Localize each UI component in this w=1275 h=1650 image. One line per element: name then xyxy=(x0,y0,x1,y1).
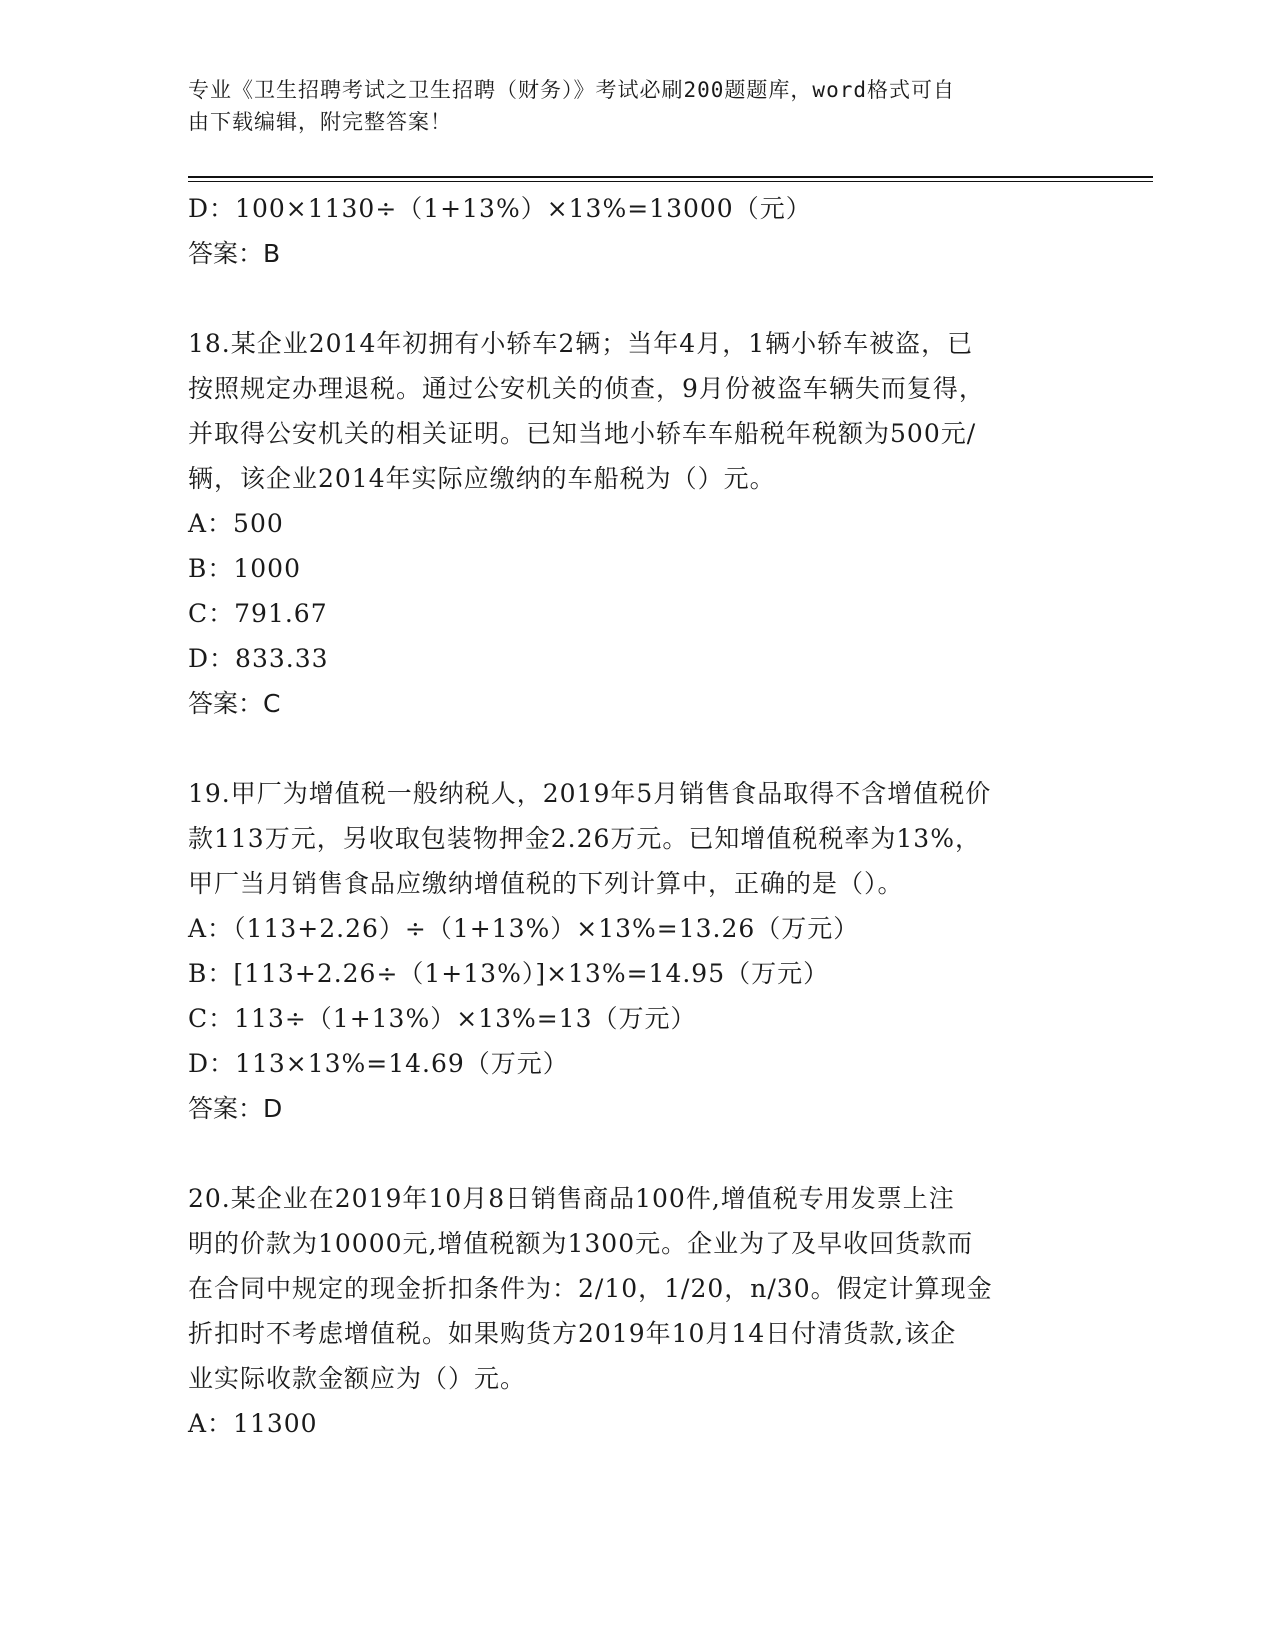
spacer xyxy=(188,1131,1088,1176)
spacer xyxy=(188,276,1088,321)
option-a: A：500 xyxy=(188,509,284,538)
question-18 xyxy=(188,321,1088,726)
answer-line: 答案：B xyxy=(188,239,281,268)
header-rule-thick xyxy=(188,176,1153,178)
question-stem-line: 业实际收款金额应为（）元。 xyxy=(188,1364,527,1393)
page-header xyxy=(188,74,1068,138)
header-line: 专业《卫生招聘考试之卫生招聘（财务）》考试必刷200题题库，word格式可自 xyxy=(188,78,955,102)
question-stem-line: 折扣时不考虑增值税。如果购货方2019年10月14日付清货款,该企 xyxy=(188,1319,957,1348)
question-17-tail xyxy=(188,186,1088,276)
document-body xyxy=(188,186,1088,1446)
spacer xyxy=(188,726,1088,771)
question-stem-line: 款113万元，另收取包装物押金2.26万元。已知增值税税率为13%， xyxy=(188,824,981,853)
option-b: B：[113+2.26÷（1+13%）]×13%=14.95（万元） xyxy=(188,959,830,988)
question-stem-line: 并取得公安机关的相关证明。已知当地小轿车车船税年税额为500元/ xyxy=(188,419,977,448)
header-rule-thin xyxy=(188,181,1153,182)
option-c: C：113÷（1+13%）×13%=13（万元） xyxy=(188,1004,697,1033)
question-stem-line: 甲厂当月销售食品应缴纳增值税的下列计算中，正确的是（）。 xyxy=(188,869,904,898)
option-d: D：113×13%=14.69（万元） xyxy=(188,1049,569,1078)
question-stem-line: 18.某企业2014年初拥有小轿车2辆；当年4月，1辆小轿车被盗，已 xyxy=(188,329,974,358)
question-stem-line: 按照规定办理退税。通过公安机关的侦查，9月份被盗车辆失而复得， xyxy=(188,374,985,403)
question-stem-line: 20.某企业在2019年10月8日销售商品100件,增值税专用发票上注 xyxy=(188,1184,955,1213)
question-stem-line: 辆，该企业2014年实际应缴纳的车船税为（）元。 xyxy=(188,464,776,493)
question-stem-line: 明的价款为10000元,增值税额为1300元。企业为了及早收回货款而 xyxy=(188,1229,974,1258)
option-a: A：（113+2.26）÷（1+13%）×13%=13.26（万元） xyxy=(188,914,860,943)
question-20 xyxy=(188,1176,1088,1446)
header-line: 由下载编辑，附完整答案！ xyxy=(188,110,452,134)
option-c: C：791.67 xyxy=(188,599,328,628)
question-stem-line: 19.甲厂为增值税一般纳税人，2019年5月销售食品取得不含增值税价 xyxy=(188,779,992,808)
option-d: D：100×1130÷（1+13%）×13%=13000（元） xyxy=(188,194,812,223)
option-b: B：1000 xyxy=(188,554,301,583)
answer-line: 答案：D xyxy=(188,1094,283,1123)
option-d: D：833.33 xyxy=(188,644,329,673)
answer-line: 答案：C xyxy=(188,689,281,718)
question-19 xyxy=(188,771,1088,1131)
question-stem-line: 在合同中规定的现金折扣条件为：2/10，1/20，n/30。假定计算现金 xyxy=(188,1274,993,1303)
option-a: A：11300 xyxy=(188,1409,318,1438)
